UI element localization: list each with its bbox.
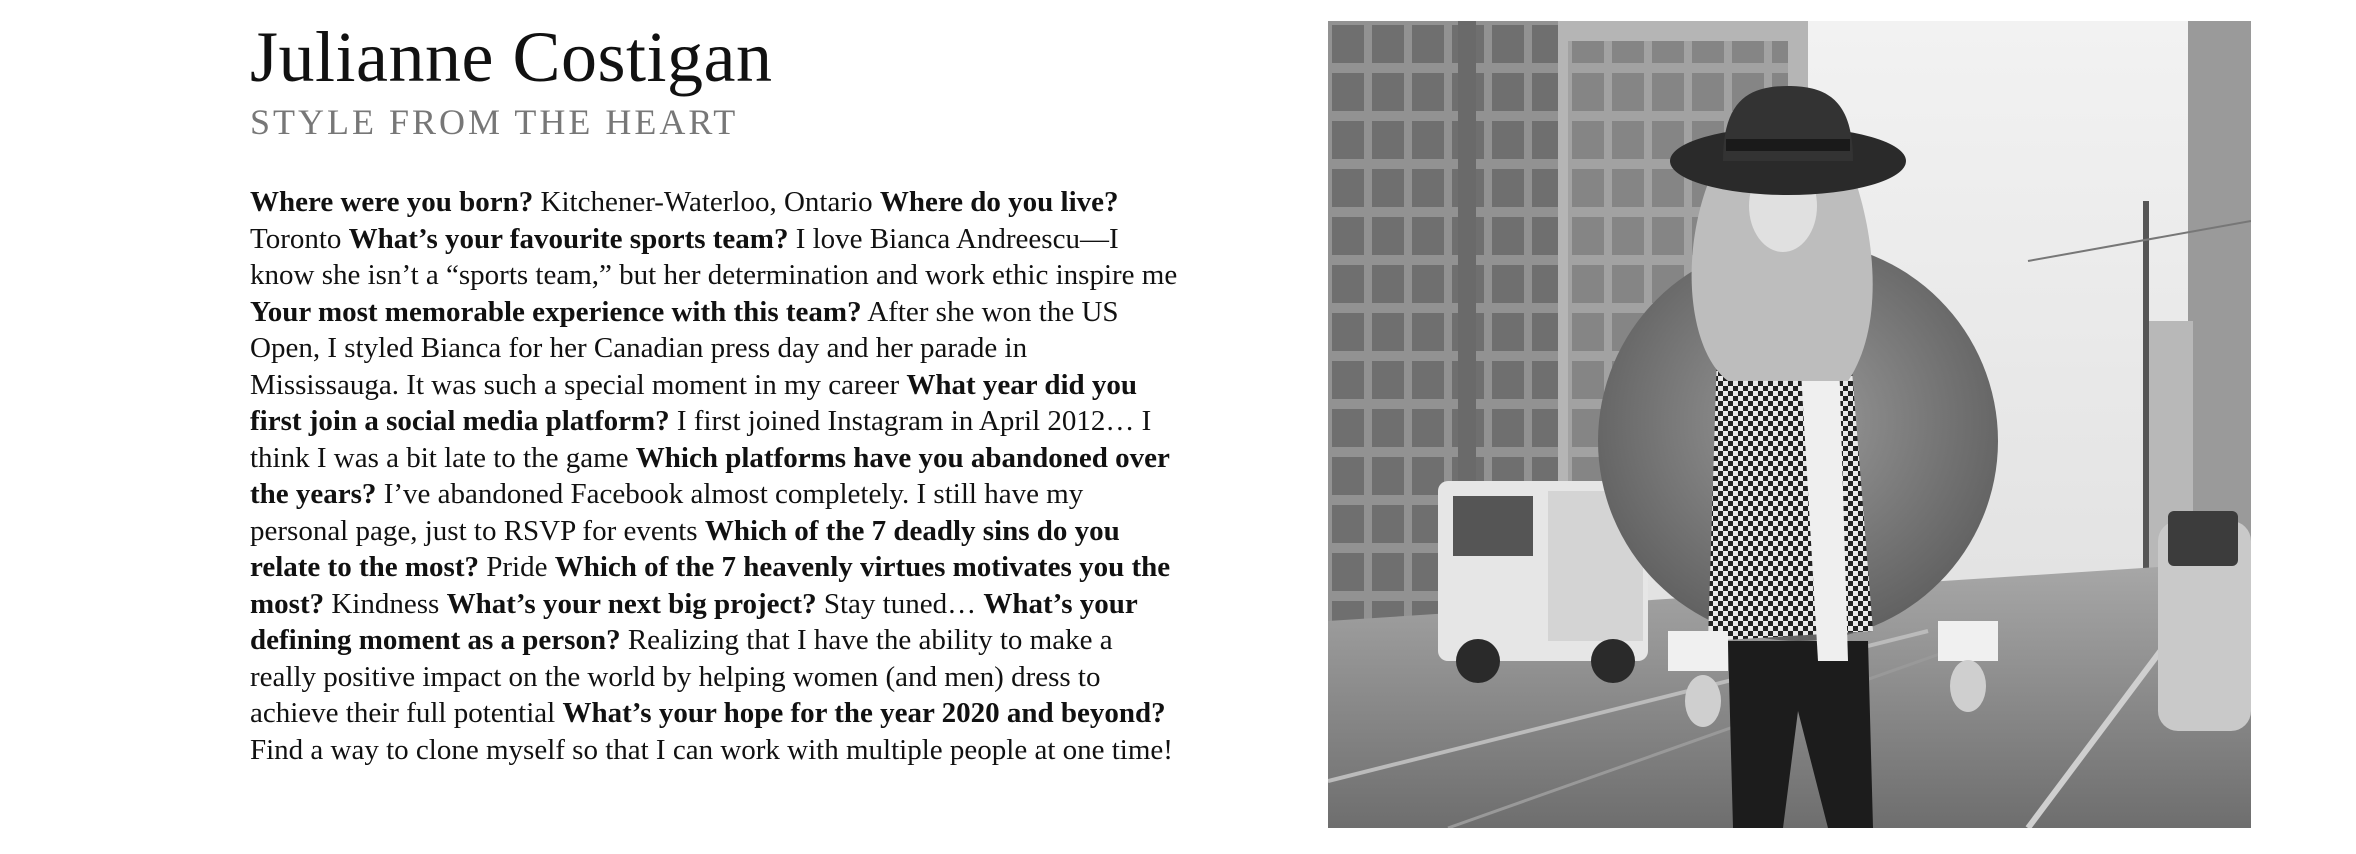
answer-birthplace: Kitchener-Waterloo, Ontario: [540, 186, 873, 218]
question-residence: Where do you live?: [879, 186, 1119, 218]
question-birthplace: Where were you born?: [250, 186, 534, 218]
article: [250, 14, 1180, 768]
street-portrait-photo: [1328, 21, 2251, 828]
answer-residence: Toronto: [250, 222, 342, 255]
question-deadly-sin: Which of the 7 deadly sins do you relate to the most?: [250, 514, 1120, 583]
question-defining-moment: What’s your defining moment as a person?: [250, 587, 1138, 656]
answer-deadly-sin: Pride: [486, 551, 548, 583]
answer-social-media-year: I first joined Instagram in April 2012… I think I was a bit late to the game: [250, 405, 1152, 474]
question-heavenly-virtue: Which of the 7 heavenly virtues motivates you the most?: [250, 551, 1171, 620]
answer-next-project: Stay tuned…: [823, 587, 977, 620]
answer-heavenly-virtue: Kindness: [331, 587, 440, 620]
question-hope-2020: What’s your hope for the year 2020 and beyond?: [562, 697, 1166, 729]
answer-abandoned-platforms: I’ve abandoned Facebook almost completely. I still have my personal page, just to RSVP for events: [250, 478, 1084, 547]
question-next-project: What’s your next big project?: [446, 587, 817, 620]
qa-paragraph: [250, 184, 1180, 768]
question-social-media-year: What year did you first join a social media platform?: [250, 368, 1138, 437]
answer-memorable-experience: After she won the US Open, I styled Bianca for her Canadian press day and her parade in Mississauga. It was such a special moment in my career: [250, 295, 1119, 401]
question-memorable-experience: Your most memorable experience with this team?: [250, 295, 862, 328]
question-sports-team: What’s your favourite sports team?: [348, 222, 789, 255]
profile-tagline: STYLE FROM THE HEART: [250, 102, 739, 142]
profile-name: Julianne Costigan: [250, 17, 773, 97]
answer-hope-2020: Find a way to clone myself so that I can work with multiple people at one time!: [250, 733, 1173, 766]
question-abandoned-platforms: Which platforms have you abandoned over the years?: [250, 441, 1170, 510]
answer-defining-moment: Realizing that I have the ability to make a really positive impact on the world by helping women (and men) dress to achieve their full potential: [250, 624, 1113, 729]
answer-sports-team: I love Bianca Andreescu—I know she isn’t a “sports team,” but her determination and work ethic inspire me: [250, 222, 1178, 291]
